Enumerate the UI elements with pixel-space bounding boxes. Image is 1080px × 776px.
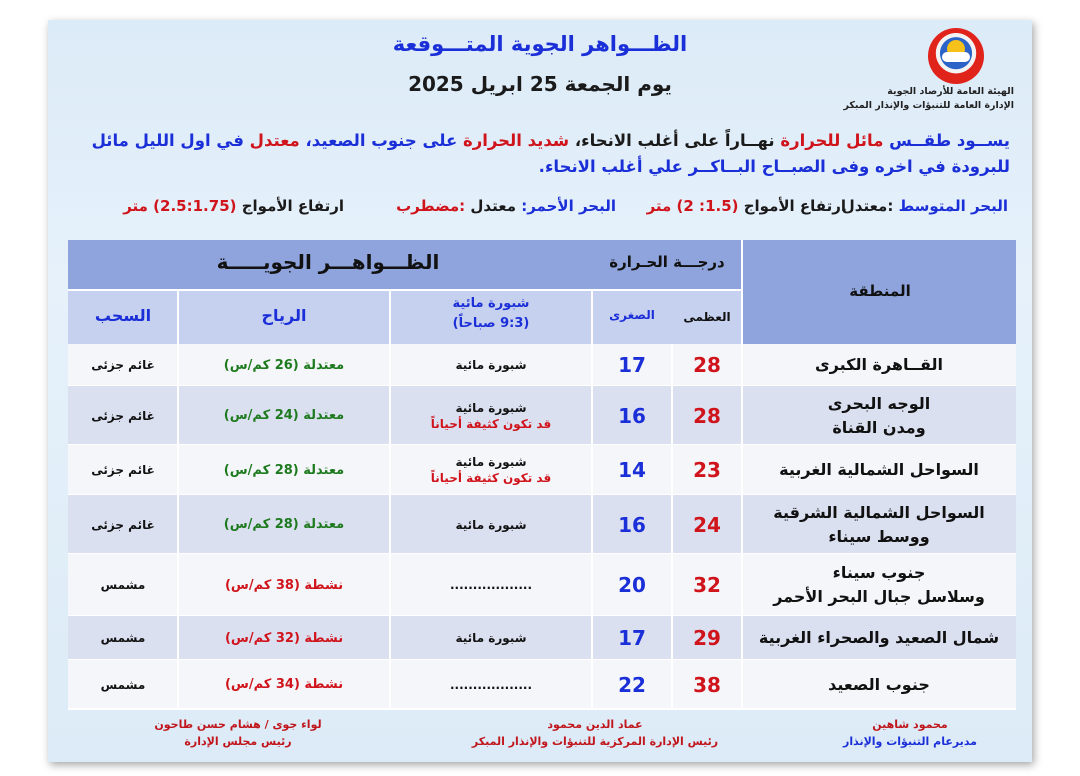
table-row <box>68 554 1016 616</box>
fog-note: قد تكون كثيفة أحياناً <box>430 471 552 485</box>
wind-cell: نشطة (34 كم/س) <box>224 677 344 692</box>
max-temp-cell: 32 <box>693 573 721 597</box>
fog-text: شبورة مائية <box>455 400 527 415</box>
summary-part-4: شديد الحرارة <box>462 131 570 150</box>
max-temp-cell: 24 <box>693 512 721 537</box>
max-temp-cell: 29 <box>693 626 721 650</box>
red-sea-state-2: :مضطرب <box>396 197 466 215</box>
clouds-cell: غائم جزئى <box>91 408 155 423</box>
min-temp-cell: 17 <box>618 353 646 377</box>
med-sea-state-value: :معتدل <box>841 197 894 215</box>
min-temp-cell: 22 <box>618 672 646 697</box>
med-sea-state <box>842 197 1008 215</box>
summary-part-3: نهــاراً على أغلب الانحاء، <box>574 131 775 150</box>
summary-part-1: يســود طقــس <box>889 131 1010 150</box>
fog-cell <box>390 495 592 554</box>
signature-right <box>810 716 1010 750</box>
max-temp-cell: 28 <box>693 403 721 428</box>
min-temp-cell: 17 <box>618 626 646 650</box>
region-cell <box>742 660 1016 709</box>
clouds-cell: مشمس <box>100 578 146 592</box>
max-temp-cell: 38 <box>693 672 721 697</box>
table-row <box>68 344 1016 386</box>
signature-right-title: مديرعام التنبؤات والإنذار <box>843 735 977 748</box>
region-line-1: الوجه البحرى <box>827 393 931 413</box>
col-wind: الرياح <box>261 306 307 325</box>
region-cell <box>742 445 1016 495</box>
red-sea-state <box>396 197 616 215</box>
region-line-1: شمال الصعيد والصحراء الغربية <box>758 628 1000 647</box>
red-waves-value: (2.5:1.75) متر <box>123 197 237 215</box>
clouds-cell: مشمس <box>100 677 146 692</box>
signature-left-title: رئيس مجلس الإدارة <box>184 735 292 748</box>
med-sea-label: البحر المتوسط <box>898 197 1008 215</box>
table-row <box>68 495 1016 554</box>
region-line-1: جنوب سيناء <box>832 563 926 582</box>
signature-left <box>108 716 368 750</box>
red-waves-label: ارتفاع الأمواج <box>241 197 344 215</box>
region-cell <box>742 616 1016 660</box>
region-cell <box>742 554 1016 616</box>
max-temp-cell: 23 <box>693 458 721 482</box>
fog-cell <box>390 554 592 616</box>
summary-part-7: في اول الليل مائل للبرودة في اخره وفى الصبــاح البــاكــر علي أغلب الانحاء. <box>91 131 1010 176</box>
summary-part-5: على جنوب الصعيد، <box>305 131 458 150</box>
min-temp-cell: 20 <box>618 573 646 597</box>
org-line-1: الهيئة العامة للأرصاد الجوية <box>887 86 1014 97</box>
fog-text: .................. <box>449 677 533 692</box>
signature-center <box>440 716 750 750</box>
wind-cell: معتدلة (26 كم/س) <box>223 357 345 373</box>
fog-text: شبورة مائية <box>455 455 527 469</box>
wind-cell: معتدلة (28 كم/س) <box>223 462 345 478</box>
fog-text: شبورة مائية <box>455 517 527 532</box>
min-temp-cell: 16 <box>618 512 646 537</box>
wind-cell: نشطة (38 كم/س) <box>224 577 344 593</box>
col-fog-time: (9:3 صباحاً) <box>452 316 530 331</box>
col-temperature: درجـــة الحـرارة <box>609 253 725 271</box>
region-line-2: ومدن القناة <box>832 417 926 437</box>
clouds-cell: غائم جزئى <box>91 463 155 477</box>
weather-summary <box>88 128 1010 180</box>
red-waves <box>123 197 344 215</box>
col-fog: شبورة مائية <box>452 296 530 311</box>
fog-note: قد تكون كثيفة أحياناً <box>430 416 552 431</box>
signature-center-name: عماد الدين محمود <box>547 718 643 731</box>
summary-part-6: معتدل <box>249 131 300 150</box>
med-waves <box>647 197 846 215</box>
wind-cell: نشطة (32 كم/س) <box>224 630 344 646</box>
date-line: يوم الجمعة 25 ابريل 2025 <box>408 72 672 96</box>
min-temp-cell: 16 <box>618 403 646 428</box>
region-cell <box>742 386 1016 445</box>
table-row <box>68 445 1016 495</box>
region-cell <box>742 495 1016 554</box>
fog-text: شبورة مائية <box>455 631 527 645</box>
forecast-table <box>68 240 1016 706</box>
signature-right-name: محمود شاهين <box>872 718 948 731</box>
clouds-cell: غائم جزئى <box>91 358 155 372</box>
summary-part-2: مائل للحرارة <box>780 131 884 150</box>
signature-left-name: لواء جوى / هشام حسن طاحون <box>154 718 322 731</box>
fog-cell <box>390 344 592 386</box>
col-phenomena: الظـــواهـــر الجويـــــة <box>216 250 440 274</box>
org-line-2: الإدارة العامة للتنبؤات والإنذار المبكر <box>843 100 1014 111</box>
med-waves-label: ارتفاع الأمواج <box>743 197 846 215</box>
table-row <box>68 386 1016 445</box>
region-line-2: ووسط سيناء <box>828 526 930 546</box>
col-min: الصغرى <box>609 308 655 322</box>
fog-cell <box>390 445 592 495</box>
clouds-cell: غائم جزئى <box>91 517 155 532</box>
wind-cell: معتدلة (28 كم/س) <box>223 517 345 532</box>
fog-cell <box>390 660 592 709</box>
col-region: المنطقة <box>849 282 911 300</box>
fog-text: شبورة مائية <box>455 358 527 372</box>
fog-text: .................. <box>449 578 533 592</box>
col-max: العظمى <box>683 310 731 324</box>
wind-cell: معتدلة (24 كم/س) <box>223 408 345 423</box>
forecast-sheet <box>48 20 1032 762</box>
red-sea-state-1: معتدل <box>470 197 516 215</box>
region-line-2: وسلاسل جبال البحر الأحمر <box>773 587 985 606</box>
col-clouds: السحب <box>94 306 152 325</box>
table-row <box>68 660 1016 709</box>
med-waves-value: (1.5: 2) متر <box>646 197 739 215</box>
fog-cell <box>390 616 592 660</box>
region-line-1: جنوب الصعيد <box>828 674 930 694</box>
region-line-1: السواحل الشمالية الشرقية <box>773 502 985 522</box>
fog-cell <box>390 386 592 445</box>
signature-center-title: رئيس الإدارة المركزية للتنبؤات والإنذار المبكر <box>471 735 719 748</box>
red-sea-label: البحر الأحمر: <box>521 197 616 215</box>
clouds-cell: مشمس <box>100 631 146 645</box>
table-row <box>68 616 1016 660</box>
region-line-1: السواحل الشمالية الغربية <box>779 460 979 479</box>
page-title: الظـــواهر الجوية المتـــوقعة <box>392 32 688 56</box>
region-cell <box>742 344 1016 386</box>
max-temp-cell: 28 <box>693 353 721 377</box>
region-line-1: القــاهرة الكبرى <box>815 355 943 374</box>
min-temp-cell: 14 <box>618 458 646 482</box>
